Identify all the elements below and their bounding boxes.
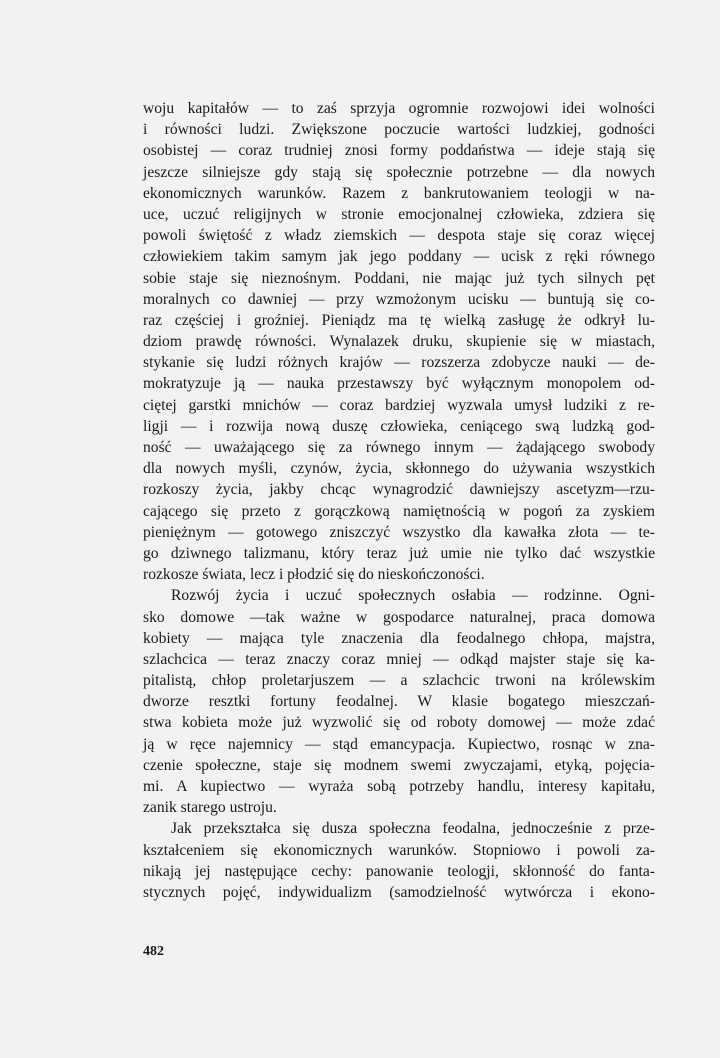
text-line: Rozwój życia i uczuć społecznych osłabia — rodzinne. Ogni- — [171, 587, 655, 605]
text-line: pieniężnym — gotowego zniszczyć wszystko dla kawałka złota — te- — [143, 523, 655, 541]
text-line: woju kapitałów — to zaś sprzyja ogromnie rozwojowi idei wolności — [143, 100, 655, 117]
text-line: nikają jej następujące cechy: panowanie teologji, skłonność do fanta- — [143, 862, 655, 880]
text-line: i równości ludzi. Zwiększone poczucie wartości ludzkiej, godności — [143, 121, 655, 139]
text-line: osobistej — coraz trudniej znosi formy poddaństwa — ideje stają się — [143, 142, 655, 160]
text-line: rozkosze świata, lecz i płodzić się do nieskończoności. — [143, 566, 485, 584]
text-line: człowiekiem takim samym jak jego poddany — ucisk z ręki równego — [143, 248, 655, 266]
text-line: mi. A kupiectwo — wyraża sobą potrzeby handlu, interesy kapitału, — [143, 778, 655, 795]
text-line: dla nowych myśli, czynów, życia, skłonnego do używania wszystkich — [143, 460, 655, 478]
text-line: szlachcica — teraz znaczy coraz mniej — odkąd majster staje się ka- — [143, 650, 655, 668]
text-line: kobiety — mająca tyle znaczenia dla feodalnego chłopa, majstra, — [143, 629, 655, 647]
text-line: sko domowe —tak ważne w gospodarce naturalnej, praca domowa — [143, 608, 655, 626]
text-line: mokratyzuje ją — nauka przestawszy być wyłącznym monopolem od- — [143, 375, 655, 393]
text-line: ność — uważającego się za równego innym — żądającego swobody — [143, 439, 655, 456]
text-line: kształceniem się ekonomicznych warunków. Stopniowo i powoli za- — [143, 841, 655, 859]
text-line: uce, uczuć religijnych w stronie emocjonalnej człowieka, zdziera się — [143, 205, 655, 223]
text-line: powoli świętość z władz ziemskich — despota staje się coraz więcej — [143, 227, 655, 245]
text-line: Jak przekształca się dusza społeczna feodalna, jednocześnie z prze- — [171, 820, 655, 838]
text-line: jeszcze silniejsze gdy stają się społecznie potrzebne — dla nowych — [143, 163, 655, 181]
text-line: ciętej garstki mnichów — coraz bardziej wyzwala umysł ludziki z re- — [143, 396, 655, 414]
text-line: stykanie się ludzi różnych krajów — rozszerza zdobycze nauki — de- — [143, 354, 655, 372]
page-number: 482 — [143, 944, 164, 959]
text-line: stycznych pojęć, indywidualizm (samodzielność wytwórcza i ekono- — [143, 883, 655, 901]
text-line: dworze resztki fortuny feodalnej. W klasie bogatego mieszczań- — [143, 693, 655, 711]
text-line: ligji — i rozwija nową duszę człowieka, ceniącego swą ludzką god- — [143, 417, 655, 435]
text-line: sobie staje się nieznośnym. Poddani, nie mając już tych silnych pęt — [143, 269, 655, 287]
text-line: czenie społeczne, staje się modnem swemi zwyczajami, etyką, pojęcia- — [143, 756, 655, 774]
text-line: moralnych co dawniej — przy wzmożonym ucisku — buntują się co- — [143, 290, 655, 308]
text-line: ekonomicznych warunków. Razem z bankrutowaniem teologji w na- — [143, 184, 655, 202]
text-line: pitalistą, chłop proletarjuszem — a szlachcic trwoni na królewskim — [143, 672, 655, 690]
text-line: raz częściej i groźniej. Pieniądz ma tę wielką zasługę że odkrył lu- — [143, 311, 655, 329]
text-line: rozkoszy życia, jakby chcąc wynagrodzić dawniejszy ascetyzm—rzu- — [143, 481, 655, 499]
text-line: go dziwnego talizmanu, który teraz już umie nie tylko dać wszystkie — [143, 544, 655, 562]
text-line: cającego się przeto z gorączkową namiętnością w pogoń za zyskiem — [143, 502, 655, 520]
text-line: zanik starego ustroju. — [143, 799, 277, 817]
text-line: ją w ręce najemnicy — stąd emancypacja. Kupiectwo, rosnąc w zna- — [143, 735, 655, 753]
text-line: dziom prawdę równości. Wynalazek druku, skupienie się w miastach, — [143, 333, 655, 351]
body-text — [143, 98, 655, 903]
text-line: stwa kobieta może już wyzwolić się od roboty domowej — może zdać — [143, 714, 655, 732]
